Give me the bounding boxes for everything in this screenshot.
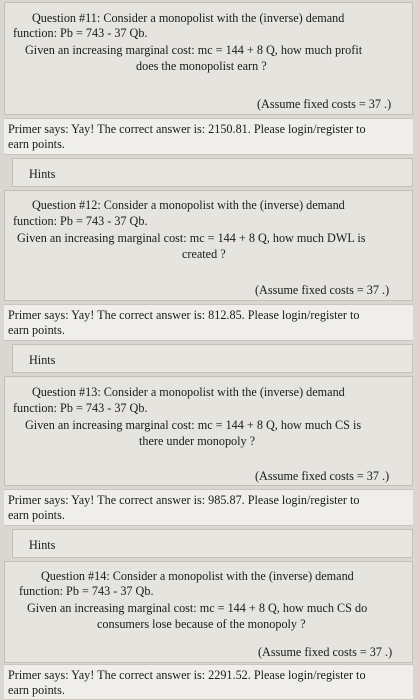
answer-text-line: Primer says: Yay! The correct answer is: 2291.52. Please login/register to <box>8 668 366 682</box>
question-text-line: function: Pb = 743 - 37 Qb. <box>13 401 148 415</box>
fixed-costs-note: (Assume fixed costs = 37 .) <box>257 97 392 111</box>
question-text-line: function: Pb = 743 - 37 Qb. <box>13 26 148 40</box>
question-text-line: Question #13: Consider a monopolist with the (inverse) demand <box>32 385 345 399</box>
answer-text-line: Primer says: Yay! The correct answer is: 812.85. Please login/register to <box>8 308 360 322</box>
answer-text-line: earn points. <box>8 323 65 337</box>
answer-text-line: earn points. <box>8 683 65 697</box>
hints-button[interactable] <box>12 529 413 558</box>
question-text-line: created ? <box>182 247 226 261</box>
question-text-line: Question #12: Consider a monopolist with the (inverse) demand <box>32 198 345 212</box>
hints-label: Hints <box>29 167 56 181</box>
answer-box <box>4 489 413 526</box>
question-text-line: does the monopolist earn ? <box>136 59 267 73</box>
hints-label: Hints <box>29 538 56 552</box>
hints-button[interactable] <box>12 158 413 187</box>
hints-label: Hints <box>29 353 56 367</box>
question-14-box <box>4 561 413 663</box>
question-text-line: Given an increasing marginal cost: mc = 144 + 8 Q, how much profit <box>25 43 363 57</box>
answer-box <box>4 664 413 700</box>
fixed-costs-note: (Assume fixed costs = 37 .) <box>255 469 390 483</box>
answer-text-line: Primer says: Yay! The correct answer is: 985.87. Please login/register to <box>8 493 360 507</box>
fixed-costs-note: (Assume fixed costs = 37 .) <box>255 283 390 297</box>
question-text-line: function: Pb = 743 - 37 Qb. <box>19 584 154 598</box>
question-text-line: Given an increasing marginal cost: mc = 144 + 8 Q, how much DWL is <box>17 231 366 245</box>
question-text-line: there under monopoly ? <box>139 434 256 448</box>
hints-button[interactable] <box>12 344 413 373</box>
question-text-line: Question #11: Consider a monopolist with the (inverse) demand <box>32 11 345 25</box>
answer-box <box>4 304 413 341</box>
question-12-box <box>4 190 413 301</box>
answer-box <box>4 118 413 155</box>
question-text-line: Given an increasing marginal cost: mc = 144 + 8 Q, how much CS do <box>27 601 368 615</box>
question-11-box <box>4 2 413 115</box>
question-text-line: Question #14: Consider a monopolist with the (inverse) demand <box>41 569 354 583</box>
question-text-line: consumers lose because of the monopoly ? <box>97 617 306 631</box>
question-text-line: Given an increasing marginal cost: mc = 144 + 8 Q, how much CS is <box>25 418 362 432</box>
answer-text-line: Primer says: Yay! The correct answer is: 2150.81. Please login/register to <box>8 122 366 136</box>
fixed-costs-note: (Assume fixed costs = 37 .) <box>258 645 393 659</box>
question-text-line: function: Pb = 743 - 37 Qb. <box>13 214 148 228</box>
question-13-box <box>4 376 413 486</box>
answer-text-line: earn points. <box>8 137 65 151</box>
answer-text-line: earn points. <box>8 508 65 522</box>
